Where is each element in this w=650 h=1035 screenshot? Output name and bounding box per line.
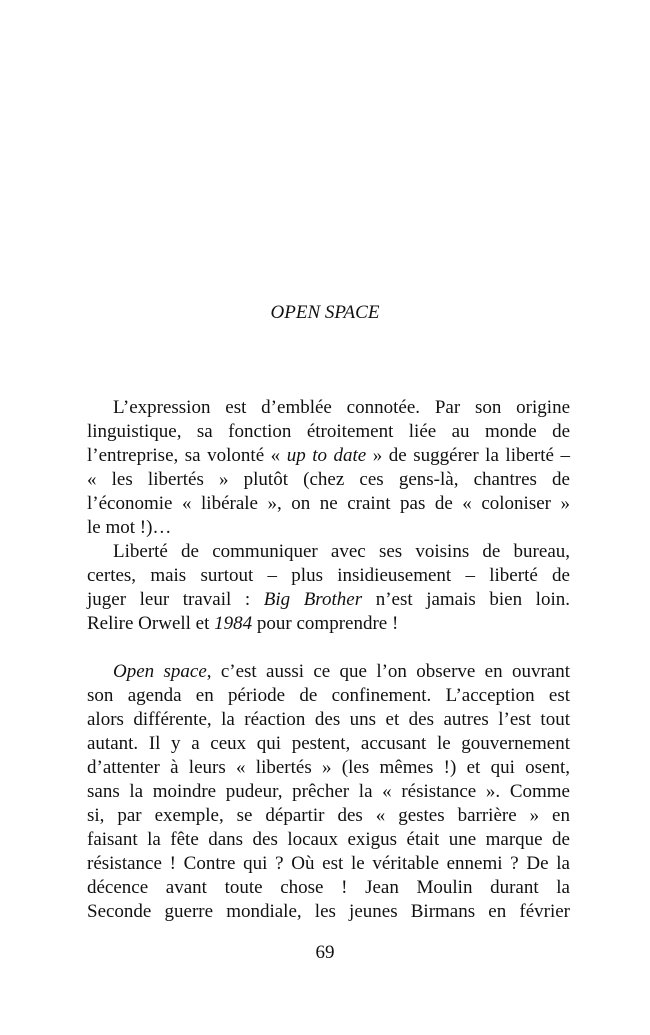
text-line: le mot !)… [87, 517, 172, 538]
text-line: autant. Il y a ceux qui pestent, accusant le gouvernement [87, 733, 570, 754]
text-line: linguistique, sa fonction étroitement liée au monde de [87, 421, 570, 442]
text-line: L’expression est d’emblée connotée. Par son origine [113, 397, 570, 418]
text-line: Relire Orwell et 1984 pour comprendre ! [87, 613, 399, 634]
paragraph [87, 396, 570, 540]
text-line: décence avant toute chose ! Jean Moulin durant la [87, 877, 570, 898]
chapter-title: OPEN SPACE [270, 302, 380, 323]
text-line: juger leur travail : Big Brother n’est jamais bien loin. [87, 589, 570, 610]
text-line: alors différente, la réaction des uns et des autres l’est tout [87, 709, 570, 730]
text-line: faisant la fête dans des locaux exigus était une marque de [87, 829, 570, 850]
text-line: l’entreprise, sa volonté « up to date » de suggérer la liberté – [87, 445, 570, 466]
text-line: d’attenter à leurs « libertés » (les mêmes !) et qui osent, [87, 757, 570, 778]
text-line: sans la moindre pudeur, prêcher la « résistance ». Comme [87, 781, 570, 802]
text-line: « les libertés » plutôt (chez ces gens-là, chantres de [87, 469, 570, 490]
italic-text: 1984 [214, 613, 253, 634]
body-text [87, 396, 570, 924]
page-number: 69 [315, 942, 335, 963]
text-line: son agenda en période de confinement. L’acception est [87, 685, 570, 706]
text-line: si, par exemple, se départir des « gestes barrière » en [87, 805, 570, 826]
text-line: Liberté de communiquer avec ses voisins de bureau, [113, 541, 570, 562]
paragraph [87, 540, 570, 636]
text-line: certes, mais surtout – plus insidieusement – liberté de [87, 565, 570, 586]
text-line: l’économie « libérale », on ne craint pas de « coloniser » [87, 493, 570, 514]
italic-text: up to date [286, 445, 367, 466]
text-line: Seconde guerre mondiale, les jeunes Birmans en février [87, 901, 570, 922]
italic-text: Open space [113, 661, 207, 682]
paragraph [87, 660, 570, 924]
text-line: résistance ! Contre qui ? Où est le véritable ennemi ? De la [87, 853, 570, 874]
text-line: Open space, c’est aussi ce que l’on observe en ouvrant [113, 661, 570, 682]
italic-text: Big Brother [263, 589, 363, 610]
